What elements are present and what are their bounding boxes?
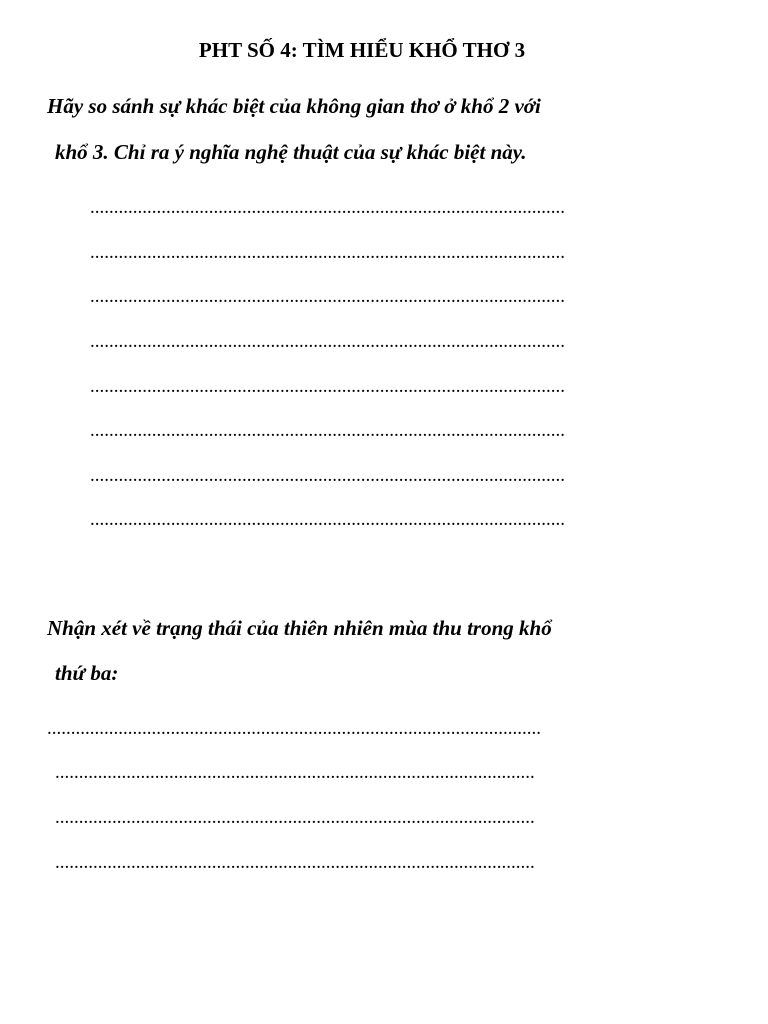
answer-line-2-4: ..................................................................................................... xyxy=(55,852,535,873)
answer-line-1-1: .................................................................................................... xyxy=(90,197,565,218)
answer-line-1-7: .................................................................................................... xyxy=(90,465,565,486)
answer-line-1-8: .................................................................................................... xyxy=(90,509,565,530)
answer-line-1-5: .................................................................................................... xyxy=(90,376,565,397)
question-1-line-1: Hãy so sánh sự khác biệt của không gian thơ ở khổ 2 với xyxy=(47,94,541,118)
answer-line-2-2: ..................................................................................................... xyxy=(55,762,535,783)
worksheet-title: PHT SỐ 4: TÌM HIỂU KHỔ THƠ 3 xyxy=(198,38,526,62)
answer-line-2-1: ........................................................................................................ xyxy=(47,718,541,739)
answer-line-1-3: .................................................................................................... xyxy=(90,286,565,307)
question-2-line-1: Nhận xét về trạng thái của thiên nhiên mùa thu trong khổ xyxy=(47,616,552,640)
answer-line-1-6: .................................................................................................... xyxy=(90,420,565,441)
answer-line-1-4: .................................................................................................... xyxy=(90,331,565,352)
answer-line-2-3: ..................................................................................................... xyxy=(55,807,535,828)
question-2-line-2: thứ ba: xyxy=(55,661,119,685)
question-1-line-2: khổ 3. Chỉ ra ý nghĩa nghệ thuật của sự khác biệt này. xyxy=(55,140,527,164)
answer-line-1-2: .................................................................................................... xyxy=(90,242,565,263)
